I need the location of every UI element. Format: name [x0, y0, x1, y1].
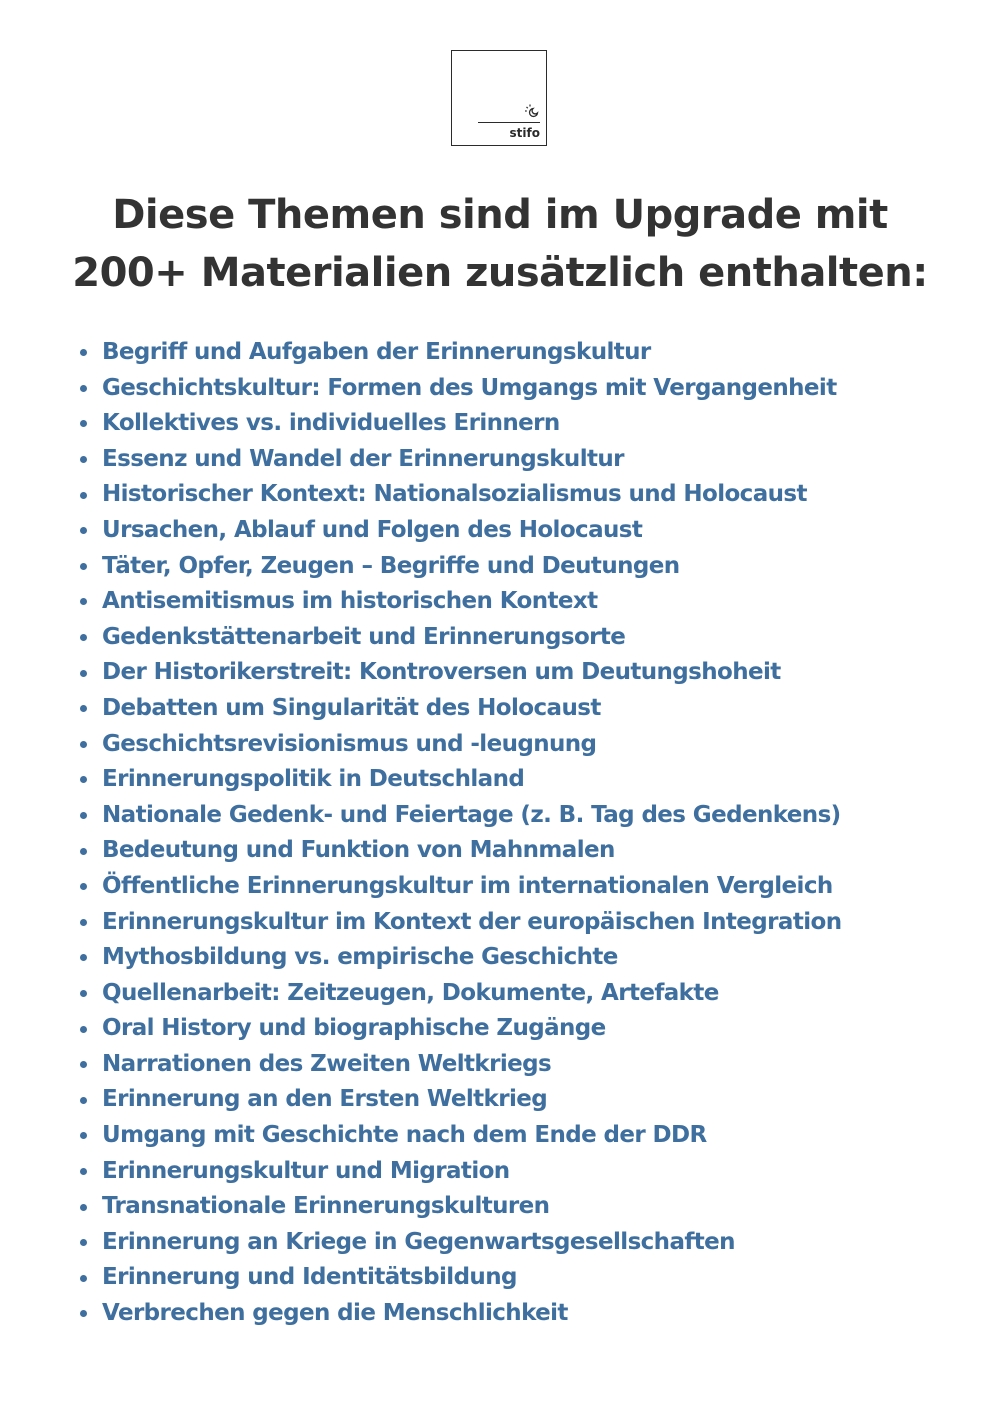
page-title-line-1: Diese Themen sind im Upgrade mit [112, 192, 888, 238]
topic-label: Erinnerungskultur im Kontext der europäischen Integration [102, 908, 842, 935]
bullet-icon [80, 634, 87, 641]
bullet-icon [80, 919, 87, 926]
bullet-icon [80, 1168, 87, 1175]
stifo-logo [451, 50, 547, 146]
topic-label: Mythosbildung vs. empirische Geschichte [102, 944, 618, 971]
topic-label: Umgang mit Geschichte nach dem Ende der DDR [102, 1122, 707, 1149]
topic-label: Bedeutung und Funktion von Mahnmalen [102, 837, 615, 864]
topic-label: Kollektives vs. individuelles Erinnern [102, 410, 560, 437]
bullet-icon [80, 385, 87, 392]
list-item [80, 1011, 841, 1047]
topic-label: Transnationale Erinnerungskulturen [102, 1193, 550, 1220]
topic-label: Historischer Kontext: Nationalsozialismus und Holocaust [102, 481, 807, 508]
bullet-icon [80, 954, 87, 961]
bullet-icon [80, 1239, 87, 1246]
list-item [80, 798, 841, 834]
list-item [80, 1225, 841, 1261]
list-item [80, 549, 841, 585]
list-item [80, 513, 841, 549]
logo-wordmark: stifo [509, 126, 540, 140]
logo-divider [478, 122, 540, 123]
list-item [80, 833, 841, 869]
list-item [80, 762, 841, 798]
list-item [80, 727, 841, 763]
list-item [80, 940, 841, 976]
bullet-icon [80, 492, 87, 499]
bullet-icon [80, 741, 87, 748]
page-title [0, 186, 1000, 302]
sun-moon-icon [524, 103, 540, 119]
bullet-icon [80, 883, 87, 890]
topic-label: Erinnerung an Kriege in Gegenwartsgesellschaften [102, 1228, 735, 1255]
topic-label: Gedenkstättenarbeit und Erinnerungsorte [102, 623, 626, 650]
bullet-icon [80, 349, 87, 356]
bullet-icon [80, 812, 87, 819]
topic-label: Erinnerung an den Ersten Weltkrieg [102, 1086, 548, 1113]
bullet-icon [80, 563, 87, 570]
topic-label: Erinnerung und Identitätsbildung [102, 1264, 517, 1291]
topic-label: Essenz und Wandel der Erinnerungskultur [102, 445, 624, 472]
list-item [80, 905, 841, 941]
bullet-icon [80, 1026, 87, 1033]
topic-label: Geschichtskultur: Formen des Umgangs mit Vergangenheit [102, 374, 837, 401]
topic-label: Debatten um Singularität des Holocaust [102, 694, 601, 721]
list-item [80, 691, 841, 727]
list-item [80, 1047, 841, 1083]
topic-label: Öffentliche Erinnerungskultur im internationalen Vergleich [102, 872, 833, 899]
list-item [80, 1189, 841, 1225]
topic-label: Antisemitismus im historischen Kontext [102, 588, 598, 615]
list-item [80, 620, 841, 656]
topic-label: Oral History und biographische Zugänge [102, 1015, 606, 1042]
page-title-line-2: 200+ Materialien zusätzlich enthalten: [72, 250, 928, 296]
bullet-icon [80, 705, 87, 712]
topic-label: Nationale Gedenk- und Feiertage (z. B. Tag des Gedenkens) [102, 801, 841, 828]
bullet-icon [80, 776, 87, 783]
topic-label: Narrationen des Zweiten Weltkriegs [102, 1050, 552, 1077]
bullet-icon [80, 1132, 87, 1139]
list-item [80, 1082, 841, 1118]
topic-label: Täter, Opfer, Zeugen – Begriffe und Deutungen [102, 552, 680, 579]
list-item [80, 477, 841, 513]
bullet-icon [80, 598, 87, 605]
list-item [80, 1154, 841, 1190]
list-item [80, 371, 841, 407]
bullet-icon [80, 990, 87, 997]
bullet-icon [80, 848, 87, 855]
topic-label: Quellenarbeit: Zeitzeugen, Dokumente, Artefakte [102, 979, 719, 1006]
topic-label: Verbrechen gegen die Menschlichkeit [102, 1300, 568, 1327]
list-item [80, 442, 841, 478]
bullet-icon [80, 1097, 87, 1104]
bullet-icon [80, 420, 87, 427]
list-item [80, 335, 841, 371]
topic-label: Der Historikerstreit: Kontroversen um Deutungshoheit [102, 659, 781, 686]
list-item [80, 655, 841, 691]
bullet-icon [80, 1275, 87, 1282]
bullet-icon [80, 670, 87, 677]
list-item [80, 406, 841, 442]
list-item [80, 869, 841, 905]
bullet-icon [80, 1204, 87, 1211]
topic-label: Erinnerungskultur und Migration [102, 1157, 510, 1184]
topic-label: Erinnerungspolitik in Deutschland [102, 766, 525, 793]
topic-list [80, 335, 841, 1332]
list-item [80, 584, 841, 620]
list-item [80, 1118, 841, 1154]
list-item [80, 1260, 841, 1296]
topic-label: Begriff und Aufgaben der Erinnerungskultur [102, 339, 651, 365]
list-item [80, 976, 841, 1012]
topic-label: Geschichtsrevisionismus und -leugnung [102, 730, 597, 757]
list-item [80, 1296, 841, 1332]
bullet-icon [80, 527, 87, 534]
topic-label: Ursachen, Ablauf und Folgen des Holocaust [102, 516, 643, 543]
bullet-icon [80, 1310, 87, 1317]
bullet-icon [80, 456, 87, 463]
bullet-icon [80, 1061, 87, 1068]
